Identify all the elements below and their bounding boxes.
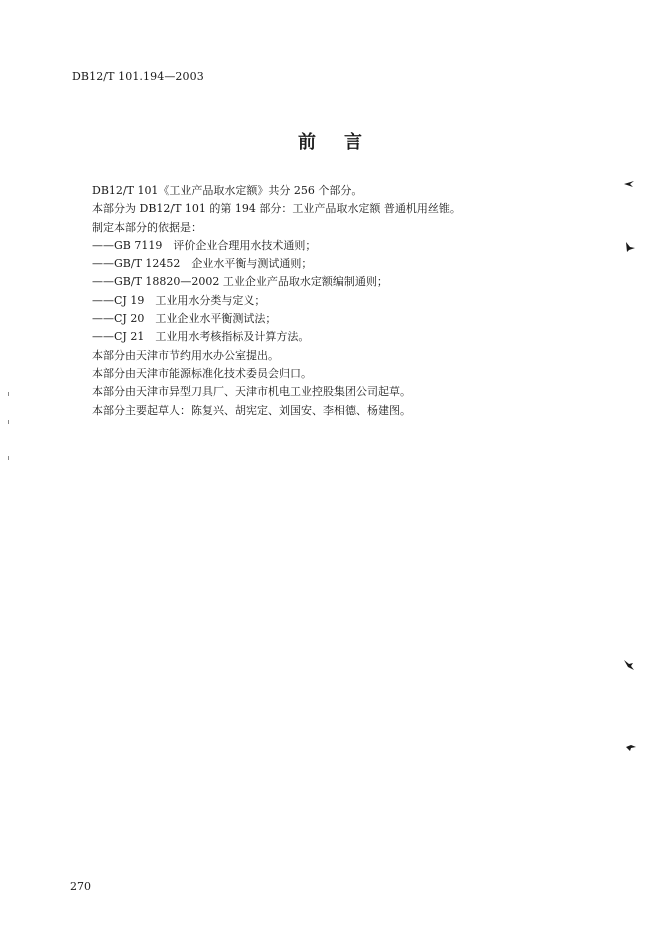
body-line: 本部分为 DB12/T 101 的第 194 部分：工业产品取水定额 普通机用丝锥。 — [92, 202, 461, 216]
body-line: 本部分由天津市能源标准化技术委员会归口。 — [92, 366, 312, 380]
page-title-part-2: 言 — [344, 132, 364, 153]
body-line: ——GB/T 12452 企业水平衡与测试通则； — [92, 257, 313, 271]
scan-mark-icon — [623, 178, 635, 188]
body-line: ——GB/T 18820—2002 工业企业产品取水定额编制通则； — [92, 275, 388, 289]
scan-mark-icon — [624, 241, 636, 253]
body-line: ——GB 7119 评价企业合理用水技术通则； — [92, 238, 317, 252]
body-line: ——CJ 21 工业用水考核指标及计算方法。 — [92, 330, 310, 344]
body-line: 本部分由天津市节约用水办公室提出。 — [92, 348, 279, 362]
foreword-body — [92, 182, 612, 420]
body-line: DB12/T 101《工业产品取水定额》共分 256 个部分。 — [92, 184, 363, 197]
body-line: 制定本部分的依据是： — [92, 220, 202, 234]
body-line: ——CJ 19 工业用水分类与定义； — [92, 293, 266, 307]
scan-speck — [8, 456, 9, 460]
page-title-part-1: 前 — [298, 132, 318, 153]
scan-speck — [8, 392, 9, 396]
scan-mark-icon — [625, 742, 637, 752]
scan-speck — [8, 420, 9, 424]
body-line: ——CJ 20 工业企业水平衡测试法； — [92, 312, 277, 326]
scan-mark-icon — [623, 659, 635, 671]
page-title — [0, 128, 662, 154]
document-code: DB12/T 101.194—2003 — [72, 70, 204, 83]
body-line: 本部分由天津市异型刀具厂、天津市机电工业控股集团公司起草。 — [92, 385, 411, 399]
body-line: 本部分主要起草人：陈复兴、胡宪定、刘国安、李相德、杨建图。 — [92, 403, 411, 417]
page-number: 270 — [70, 880, 91, 893]
